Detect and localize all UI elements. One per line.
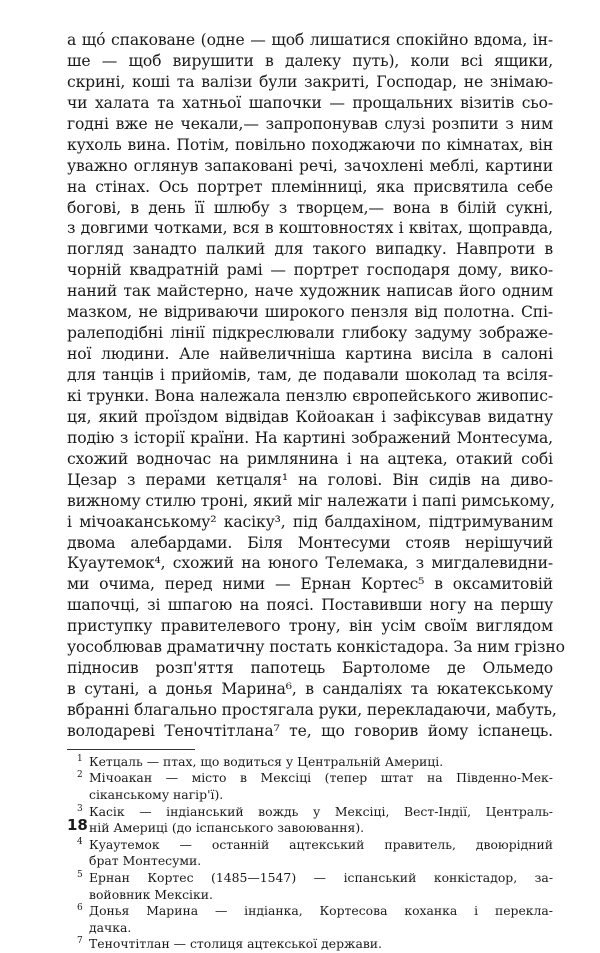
footnote-divider xyxy=(67,749,195,750)
footnote-line: сіканському нагір'ї). xyxy=(89,787,224,803)
footnote-number: 7 xyxy=(77,936,83,947)
body-line: мазком, не відриваючи широкого пензля від полотна. Спі- xyxy=(67,303,553,322)
body-line: приступку правителевого трону, він усім своїм виглядом xyxy=(67,617,553,636)
footnote-line: дачка. xyxy=(89,919,132,935)
body-line: скрині, коші та валізи були закриті, Господар, не знімаю- xyxy=(67,72,553,91)
body-line: кі трунки. Вона належала пензлю європейського живопис- xyxy=(67,386,553,405)
footnote-line: Мічоакан — місто в Мексіці (тепер штат на Південно-Мек- xyxy=(89,770,553,786)
footnote-line: Кетцаль — птах, що водиться у Центральній Америці. xyxy=(89,753,444,769)
body-line: чи халата та хатньої шапочки — прощальних візитів сьо- xyxy=(67,93,553,112)
footnote-number: 1 xyxy=(77,753,83,764)
body-line: уособлював драматичну постать конкістадора. За ним грізно xyxy=(67,638,565,657)
body-line: ралеподібні лінії підкреслювали глибоку задуму зображе- xyxy=(67,324,553,343)
page xyxy=(67,30,565,953)
body-line: підносив розп'яття папотець Бартоломе де Ольмедо xyxy=(67,659,553,678)
body-text xyxy=(67,30,565,742)
footnote-number: 3 xyxy=(77,803,83,814)
body-line: годні вже не чекали,— запропонував слузі розпити з ним xyxy=(67,114,553,133)
body-line: шапочці, зі шпагою на поясі. Поставивши ногу на першу xyxy=(67,596,553,615)
body-line: для танців і прийомів, там, де подавали шоколад та всіля- xyxy=(67,366,553,384)
footnote xyxy=(67,770,553,803)
footnote-number: 6 xyxy=(77,903,83,914)
body-line: Куаутемок⁴, схожий на юного Телемака, з мигдалевидни- xyxy=(67,554,553,573)
body-line: в сутані, а донья Марина⁶, в сандаліях та юкатекському xyxy=(67,680,553,699)
footnote-line: Касік — індіанський вождь у Мексіці, Вест-Індії, Централь- xyxy=(89,803,553,819)
footnote xyxy=(67,837,553,870)
footnote-line: Теночтітлан — столиця ацтекської держави. xyxy=(89,936,383,952)
footnotes xyxy=(67,754,553,953)
footnote-line: брат Монтесуми. xyxy=(89,853,202,869)
body-line: кухоль вина. Потім, повільно походжаючи по кімнатах, він xyxy=(67,135,553,154)
body-line: Цезар з перами кетцаля¹ на голові. Він сидів на диво- xyxy=(67,470,553,489)
body-line: подію з історії країни. На картині зображений Монтесума, xyxy=(67,428,553,447)
footnote-line: Куаутемок — останній ацтекський правитель, двоюрідний xyxy=(89,836,553,852)
body-line: двома алебардами. Біля Монтесуми стояв нерішучий xyxy=(67,533,553,552)
body-line: вбранні благально простягала руки, перекладаючи, мабуть, xyxy=(67,701,557,719)
body-line: уважно оглянув запаковані речі, зачохлені меблі, картини xyxy=(67,156,553,175)
footnote-line: Ернан Кортес (1485—1547) — іспанський конкістадор, за- xyxy=(89,870,553,886)
footnote-line: войовник Мексіки. xyxy=(89,886,213,902)
footnote-number: 2 xyxy=(77,770,83,781)
body-line: наний так майстерно, наче художник написав його одним xyxy=(67,282,553,301)
footnote-line: ній Америці (до іспанського завоювання). xyxy=(89,820,365,836)
body-line: чорній квадратній рамі — портрет господаря дому, вико- xyxy=(67,261,553,280)
body-line: вижному стилю троні, який міг належати і папі римському, xyxy=(67,491,555,510)
body-line: з довгими чотками, вся в коштовностях і квітах, щоправда, xyxy=(67,219,553,238)
body-line: ми очима, перед ними — Ернан Кортес⁵ в оксамитовій xyxy=(67,575,553,594)
footnote xyxy=(67,936,553,953)
footnote xyxy=(67,804,553,837)
body-line: погляд занадто палкий для такого випадку. Навпроти в xyxy=(67,240,553,259)
footnote-number: 4 xyxy=(77,836,83,847)
body-line: схожий водночас на римлянина і на ацтека, отакий собі xyxy=(67,449,553,468)
body-line: а щó спаковане (одне — щоб лишатися спокійно вдома, ін- xyxy=(67,31,553,49)
footnote xyxy=(67,754,553,771)
body-line: ця, який проїздом відвідав Койоакан і зафіксував видатну xyxy=(67,407,553,426)
footnote-line: Донья Марина — індіанка, Кортесова коханка і перекла- xyxy=(89,903,553,919)
footnote xyxy=(67,870,553,903)
body-line: на стінах. Ось портрет племінниці, яка присвятила себе xyxy=(67,177,553,196)
footnote-number: 5 xyxy=(77,870,83,881)
body-line: і мічоаканському² касіку³, під балдахіном, підтримуваним xyxy=(67,512,553,531)
body-line: ної людини. Але найвеличніша картина висіла в салоні xyxy=(67,345,553,364)
footnote xyxy=(67,903,553,936)
body-line: ше — щоб вирушити в далеку путь), коли всі ящики, xyxy=(67,51,553,70)
body-line: володареві Теночтітлана⁷ те, що говорив йому іспанець. xyxy=(67,721,553,740)
page-number: 18 xyxy=(67,816,88,834)
body-line: богові, в день її шлюбу з творцем,— вона в білій сукні, xyxy=(67,198,553,217)
